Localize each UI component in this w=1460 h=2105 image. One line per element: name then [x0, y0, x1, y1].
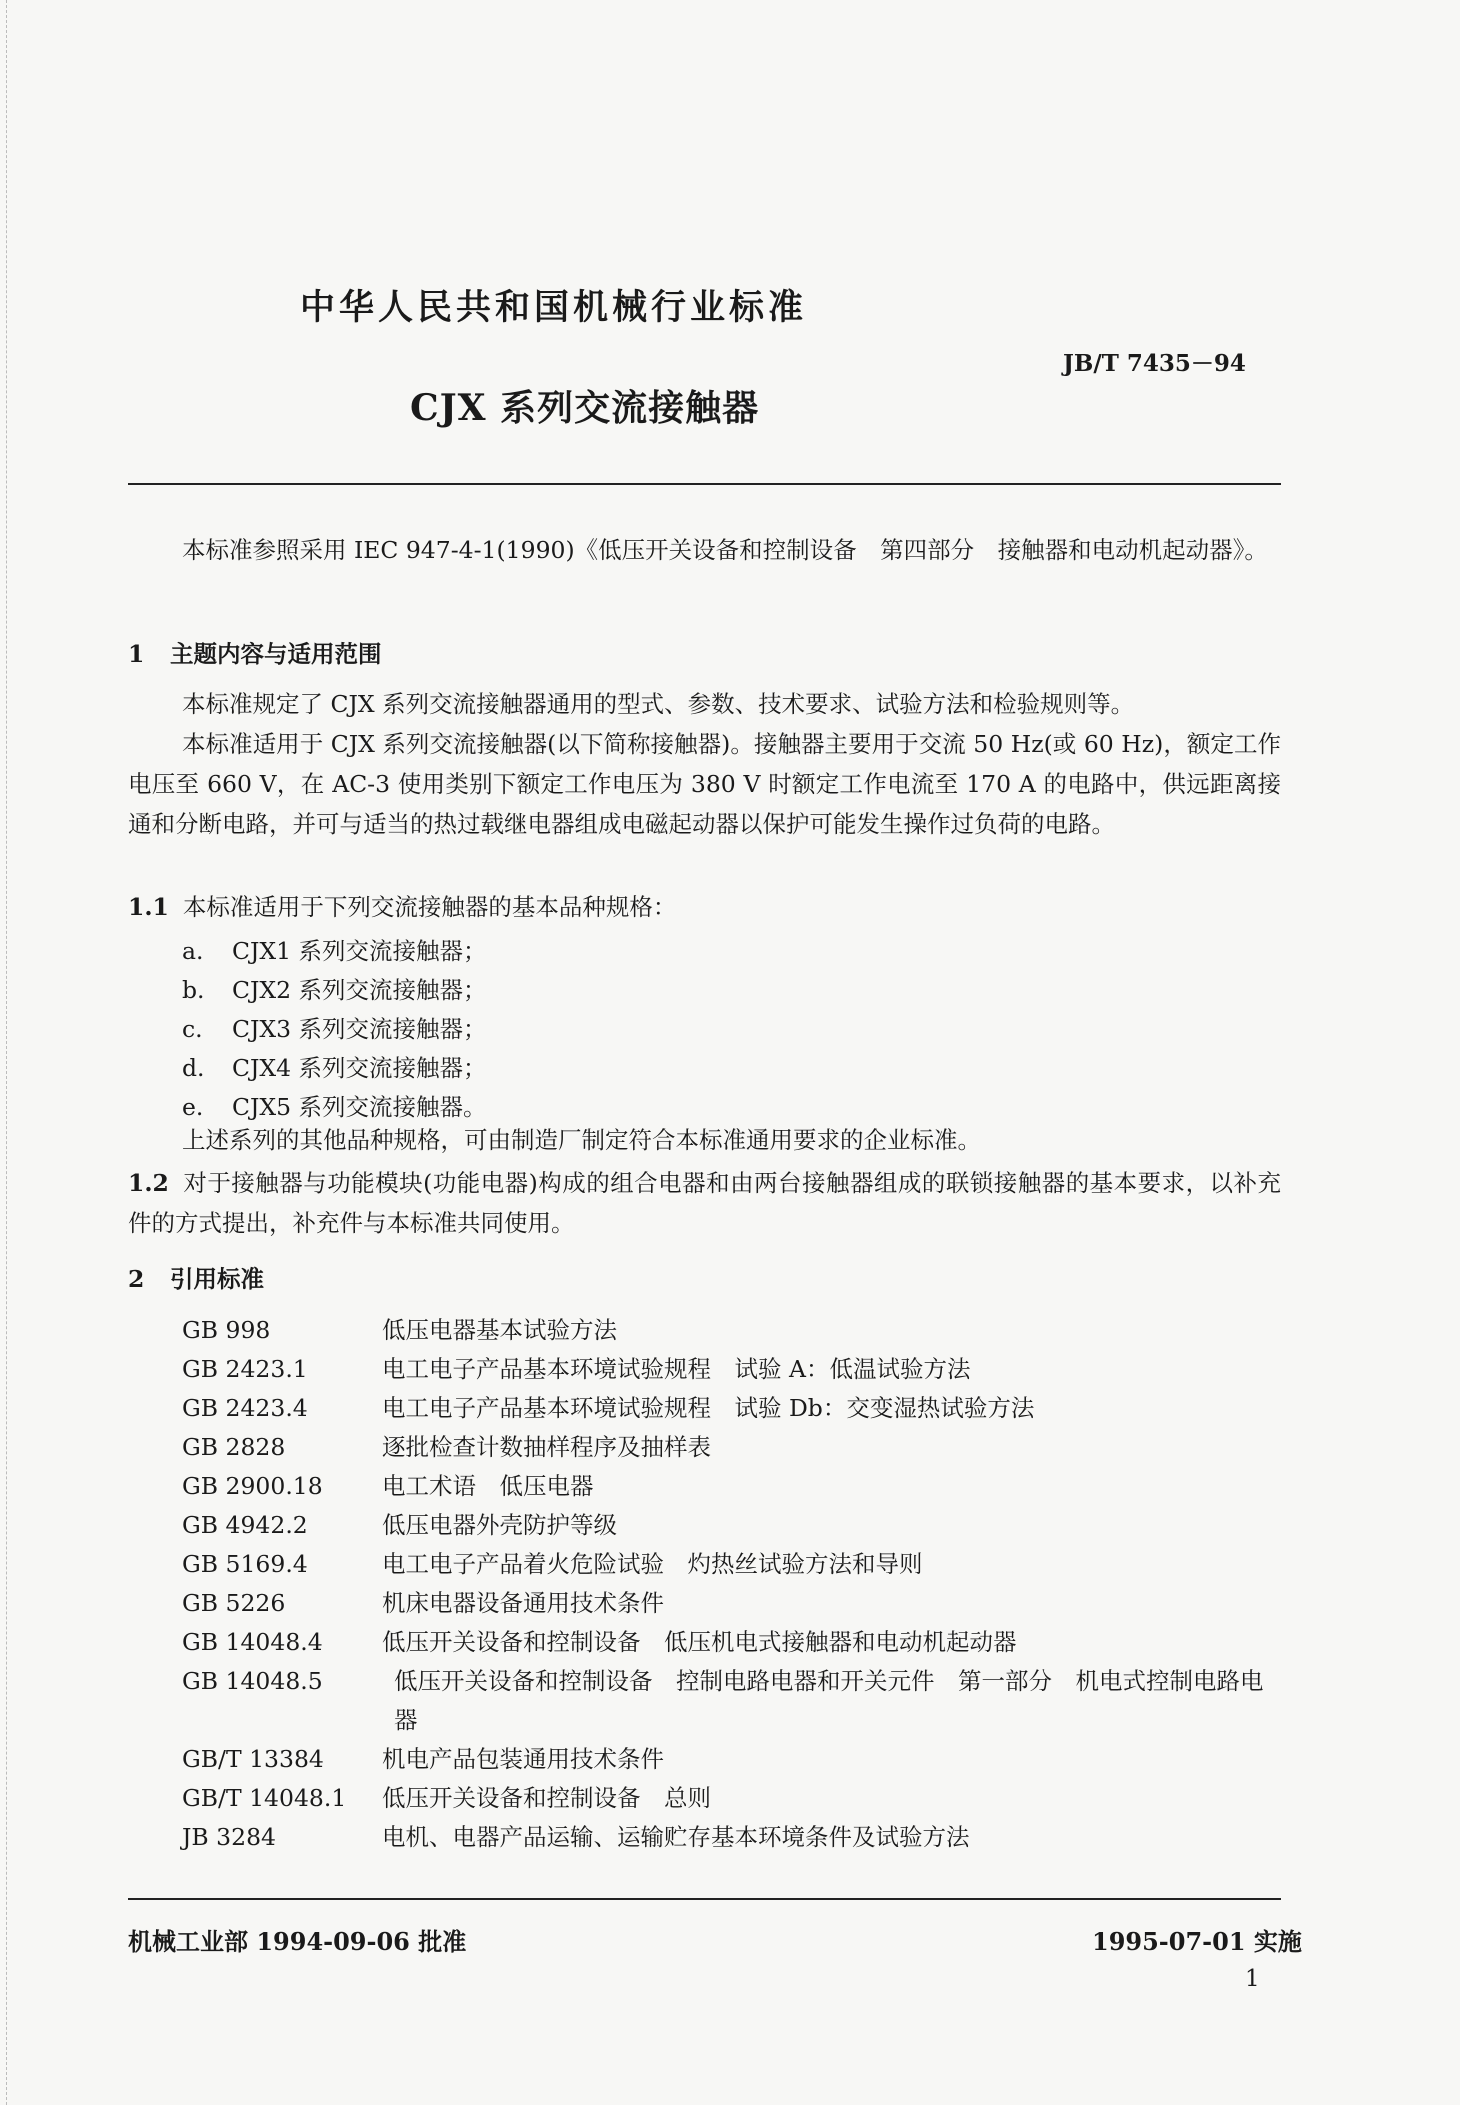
reference-title: 电工电子产品着火危险试验 灼热丝试验方法和导则	[382, 1550, 923, 1578]
page-number: 1	[1245, 1966, 1260, 1992]
reference-code: GB 14048.5	[182, 1667, 323, 1695]
reference-title: 电机、电器产品运输、运输贮存基本环境条件及试验方法	[382, 1823, 970, 1851]
section-1-number: 1	[128, 640, 145, 668]
standard-code: JB/T 7435－94	[1063, 350, 1246, 377]
reference-code: JB 3284	[182, 1823, 276, 1851]
section-1-paragraph-2: 本标准适用于 CJX 系列交流接触器(以下简称接触器)。接触器主要用于交流 50 Hz(或 60 Hz)，额定工作电压至 660 V，在 AC-3 使用类别下额定工作电压为 380 V 时额定工作电流至 170 A 的电路中，供远距离接通和分断电路，并可与适当的热过载继电器组成电磁起动器以保护可能发生操作过负荷的电路。	[128, 730, 1281, 838]
scan-edge	[0, 0, 7, 2105]
list-item-letter: e.	[182, 1093, 204, 1121]
standard-category-title: 中华人民共和国机械行业标准	[300, 287, 808, 328]
list-item-letter: a.	[182, 937, 204, 965]
list-item-letter: c.	[182, 1015, 203, 1043]
reference-code: GB 5226	[182, 1589, 286, 1617]
section-2-number: 2	[128, 1265, 145, 1293]
reference-title: 机电产品包装通用技术条件	[382, 1745, 664, 1773]
section-2-heading	[128, 1260, 264, 1294]
section-1-title: 主题内容与适用范围	[170, 640, 382, 668]
reference-title: 低压电器基本试验方法	[382, 1316, 617, 1344]
list-item	[182, 1088, 487, 1122]
header-divider	[128, 483, 1281, 485]
clause-1-2-number: 1.2	[128, 1169, 169, 1197]
list-item-text: CJX4 系列交流接触器；	[232, 1054, 487, 1082]
reference-code: GB/T 14048.1	[182, 1784, 347, 1812]
list-item-text: CJX5 系列交流接触器。	[232, 1093, 487, 1121]
list-item-text: CJX3 系列交流接触器；	[232, 1015, 487, 1043]
list-item	[182, 1049, 487, 1083]
reference-code: GB 2423.1	[182, 1355, 308, 1383]
section-2-title: 引用标准	[170, 1265, 264, 1293]
clause-1-1-text: 本标准适用于下列交流接触器的基本品种规格：	[182, 893, 677, 921]
footer-divider	[128, 1898, 1281, 1900]
list-item	[182, 1010, 487, 1044]
approval-line: 机械工业部 1994-09-06 批准	[128, 1927, 467, 1956]
document-title: CJX 系列交流接触器	[410, 387, 760, 429]
reference-title: 低压开关设备和控制设备 总则	[382, 1784, 711, 1812]
list-item-text: CJX1 系列交流接触器；	[232, 937, 487, 965]
reference-code: GB 2900.18	[182, 1472, 323, 1500]
after-list-paragraph: 上述系列的其他品种规格，可由制造厂制定符合本标准通用要求的企业标准。	[182, 1126, 981, 1154]
reference-code: GB 998	[182, 1316, 271, 1344]
list-item-text: CJX2 系列交流接触器；	[232, 976, 487, 1004]
reference-code: GB 2828	[182, 1433, 286, 1461]
section-1-paragraph-1: 本标准规定了 CJX 系列交流接触器通用的型式、参数、技术要求、试验方法和检验规则等。	[182, 690, 1135, 718]
list-item-letter: b.	[182, 976, 205, 1004]
clause-1-1	[128, 887, 1281, 927]
reference-code: GB 4942.2	[182, 1511, 308, 1539]
effective-date: 1995-07-01 实施	[1092, 1927, 1302, 1956]
clause-1-2-text: 对于接触器与功能模块(功能电器)构成的组合电器和由两台接触器组成的联锁接触器的基本要求，以补充件的方式提出，补充件与本标准共同使用。	[128, 1169, 1281, 1237]
reference-title: 低压开关设备和控制设备 控制电路电器和开关元件 第一部分 机电式控制电路电器	[394, 1667, 1264, 1734]
reference-code: GB 14048.4	[182, 1628, 323, 1656]
clause-1-2	[128, 1163, 1281, 1243]
reference-title: 低压电器外壳防护等级	[382, 1511, 617, 1539]
reference-code: GB 2423.4	[182, 1394, 308, 1422]
reference-title: 逐批检查计数抽样程序及抽样表	[382, 1433, 711, 1461]
reference-title: 电工术语 低压电器	[382, 1472, 594, 1500]
reference-title: 低压开关设备和控制设备 低压机电式接触器和电动机起动器	[382, 1628, 1017, 1656]
reference-title: 电工电子产品基本环境试验规程 试验 Db：交变湿热试验方法	[382, 1394, 1035, 1422]
reference-title: 电工电子产品基本环境试验规程 试验 A：低温试验方法	[382, 1355, 971, 1383]
reference-code: GB/T 13384	[182, 1745, 324, 1773]
section-1-heading	[128, 635, 382, 669]
intro-paragraph: 本标准参照采用 IEC 947-4-1(1990)《低压开关设备和控制设备 第四部分 接触器和电动机起动器》。	[182, 536, 1268, 564]
list-item	[182, 932, 487, 966]
clause-1-1-number: 1.1	[128, 893, 169, 921]
list-item-letter: d.	[182, 1054, 205, 1082]
reference-title: 机床电器设备通用技术条件	[382, 1589, 664, 1617]
list-item	[182, 971, 487, 1005]
reference-code: GB 5169.4	[182, 1550, 308, 1578]
